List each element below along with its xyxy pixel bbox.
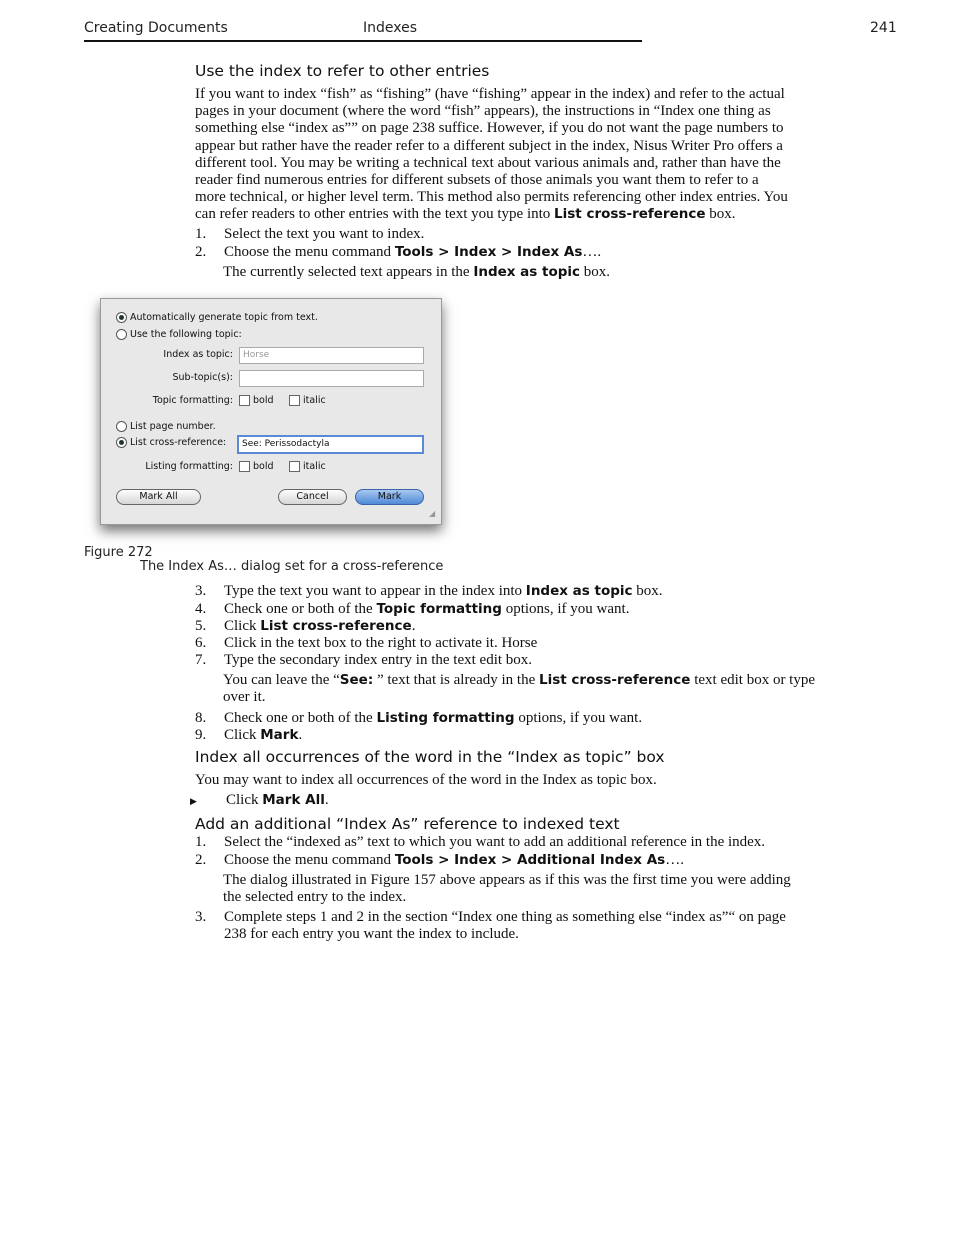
step-note: You can leave the “See: ” text that is already in the List cross-reference text edit box or type over it.: [223, 672, 816, 706]
step-note: The dialog illustrated in Figure 157 above appears as if this was the first time you were adding the selected entry to the index.: [223, 872, 791, 906]
radio-icon: [116, 421, 127, 432]
intro-line: can refer readers to other entries with the text you type into List cross-reference box.: [195, 206, 736, 223]
label-subtopic: Sub-topic(s):: [172, 372, 233, 383]
radio-selected-icon: [116, 437, 127, 448]
index-as-dialog: [100, 298, 442, 525]
resize-grip-icon[interactable]: ◢: [429, 509, 436, 518]
section-heading-additional: Add an additional “Index As” reference to indexed text: [195, 815, 620, 833]
checkbox-icon: [239, 461, 250, 472]
cross-reference-field[interactable]: See: Perissodactyla: [237, 435, 424, 454]
intro-line: appear but rather have the reader refer to a different subject in the index, Nisus Writer Pro offers a: [195, 137, 783, 154]
checkbox-icon: [289, 461, 300, 472]
intro-line: something else “index as”” on page 238 suffice. However, if you do not want the page numbers to: [195, 120, 784, 137]
topic-bold-checkbox[interactable]: bold: [234, 395, 274, 406]
subtopic-field[interactable]: [239, 370, 424, 387]
radio-icon: [116, 329, 127, 340]
section-heading-index-all: Index all occurrences of the word in the “Index as topic” box: [195, 748, 665, 766]
label-topic-formatting: Topic formatting:: [152, 395, 233, 406]
cancel-button[interactable]: Cancel: [278, 489, 347, 505]
checkbox-icon: [239, 395, 250, 406]
header-rule: [84, 40, 642, 42]
step-note: The currently selected text appears in the Index as topic box.: [223, 264, 611, 280]
radio-selected-icon: [116, 312, 127, 323]
listing-bold-checkbox[interactable]: bold: [234, 461, 274, 472]
header-section-title: Creating Documents: [84, 20, 228, 36]
bullet-item: Click Mark All.: [226, 792, 329, 808]
listing-italic-checkbox[interactable]: italic: [284, 461, 326, 472]
header-chapter-title: Indexes: [363, 20, 418, 36]
mark-all-button[interactable]: Mark All: [116, 489, 201, 505]
section-heading-refer: Use the index to refer to other entries: [195, 62, 490, 80]
figure-caption: The Index As… dialog set for a cross-reference: [140, 559, 444, 574]
index-as-topic-field[interactable]: Horse: [239, 347, 424, 364]
section-body: You may want to index all occurrences of the word in the Index as topic box.: [195, 772, 657, 788]
section-intro-paragraph: [195, 86, 880, 224]
intro-line: different tool. You may be writing a technical text about various animals and, rather than have the: [195, 154, 781, 171]
checkbox-icon: [289, 395, 300, 406]
label-listing-formatting: Listing formatting:: [145, 461, 233, 472]
label-index-as-topic: Index as topic:: [163, 349, 233, 360]
intro-line: pages in your document (where the word “fish” appears), the instructions in “Index one thing as: [195, 103, 771, 120]
intro-line: reader find numerous entries for different subsets of those animals you want them to refer to a: [195, 172, 759, 189]
page-number: 241: [870, 20, 897, 36]
bullet-arrow-icon: ▶: [190, 796, 197, 806]
figure-number: Figure 272: [84, 545, 153, 560]
mark-button[interactable]: Mark: [355, 489, 424, 505]
radio-auto-generate[interactable]: Automatically generate topic from text.: [116, 312, 318, 323]
intro-line: more technical, or higher level term. This method also permits referencing other index entries. You: [195, 189, 788, 206]
radio-list-page-number[interactable]: List page number.: [116, 421, 216, 432]
topic-italic-checkbox[interactable]: italic: [284, 395, 326, 406]
radio-use-following[interactable]: Use the following topic:: [116, 329, 242, 340]
radio-list-cross-reference[interactable]: List cross-reference:: [116, 437, 226, 448]
intro-line: If you want to index “fish” as “fishing” (have “fishing” appear in the index) and refer to the actual: [195, 86, 785, 102]
